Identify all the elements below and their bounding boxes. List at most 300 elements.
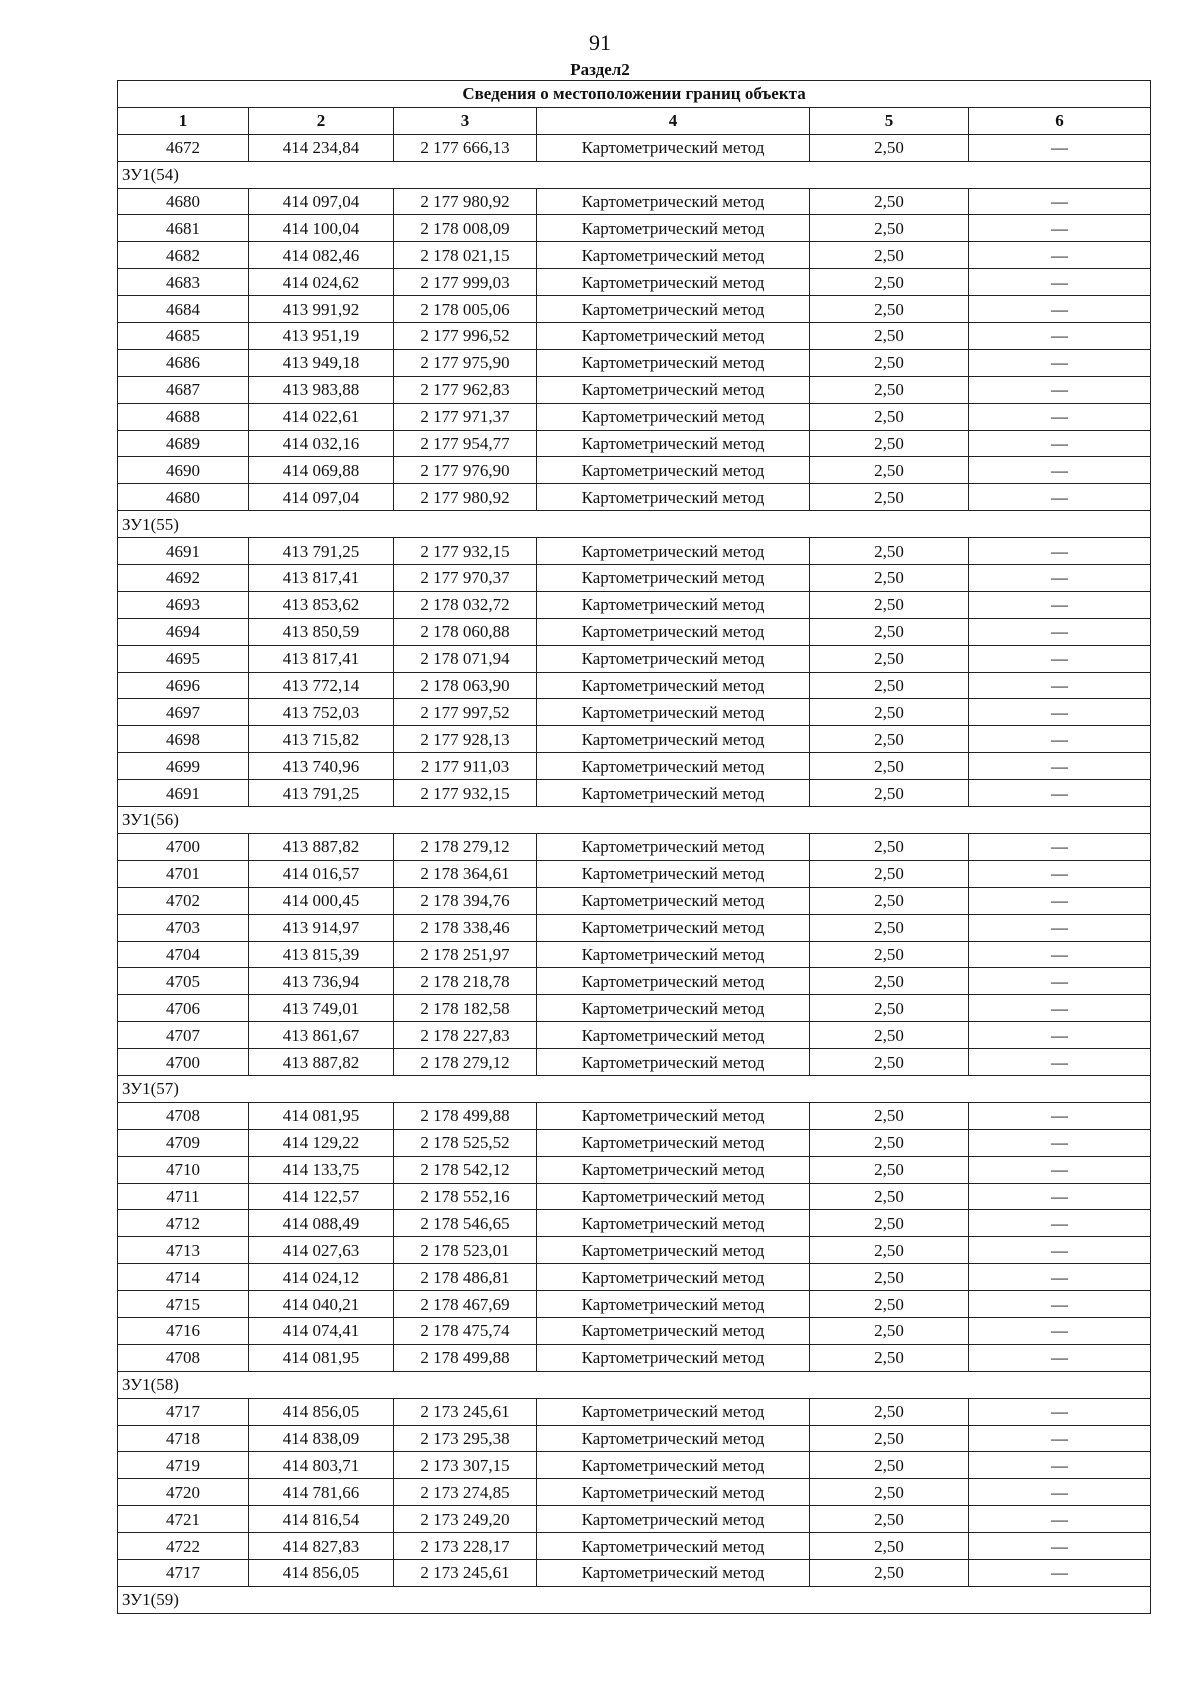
coordinate-x: 413 817,41 [249,645,394,672]
accuracy: 2,50 [810,1291,969,1318]
note: — [969,269,1151,296]
parcel-group-label: ЗУ1(56) [118,807,1151,834]
method: Картометрический метод [537,672,810,699]
note: — [969,1264,1151,1291]
coordinate-x: 414 074,41 [249,1317,394,1344]
coordinate-x: 413 715,82 [249,726,394,753]
table-row [118,1129,1151,1156]
coordinate-x: 414 234,84 [249,134,394,161]
coordinate-y: 2 178 251,97 [394,941,537,968]
accuracy: 2,50 [810,1533,969,1560]
coordinate-x: 414 803,71 [249,1452,394,1479]
note: — [969,887,1151,914]
coordinate-y: 2 178 005,06 [394,296,537,323]
coordinate-y: 2 178 525,52 [394,1129,537,1156]
point-number: 4710 [118,1156,249,1183]
group-row [118,1371,1151,1398]
table-row [118,914,1151,941]
table-row [118,1506,1151,1533]
point-number: 4688 [118,403,249,430]
accuracy: 2,50 [810,1049,969,1076]
coordinate-x: 414 088,49 [249,1210,394,1237]
coordinate-y: 2 177 932,15 [394,538,537,565]
coordinate-y: 2 177 928,13 [394,726,537,753]
coordinate-x: 414 827,83 [249,1533,394,1560]
accuracy: 2,50 [810,565,969,592]
table-row [118,269,1151,296]
table-row [118,1022,1151,1049]
accuracy: 2,50 [810,376,969,403]
accuracy: 2,50 [810,699,969,726]
note: — [969,780,1151,807]
accuracy: 2,50 [810,726,969,753]
note: — [969,1425,1151,1452]
table-row [118,242,1151,269]
note: — [969,134,1151,161]
accuracy: 2,50 [810,1022,969,1049]
note: — [969,457,1151,484]
method: Картометрический метод [537,269,810,296]
coordinate-x: 414 081,95 [249,1102,394,1129]
accuracy: 2,50 [810,349,969,376]
note: — [969,1452,1151,1479]
method: Картометрический метод [537,645,810,672]
point-number: 4693 [118,591,249,618]
accuracy: 2,50 [810,323,969,350]
coordinate-x: 414 081,95 [249,1344,394,1371]
point-number: 4698 [118,726,249,753]
point-number: 4694 [118,618,249,645]
column-number: 4 [537,107,810,134]
boundary-coordinates-table [117,80,1151,1614]
note: — [969,538,1151,565]
table-row [118,430,1151,457]
table-row [118,376,1151,403]
method: Картометрический метод [537,1533,810,1560]
point-number: 4700 [118,833,249,860]
accuracy: 2,50 [810,296,969,323]
coordinate-x: 413 853,62 [249,591,394,618]
coordinate-y: 2 178 364,61 [394,860,537,887]
coordinate-x: 413 736,94 [249,968,394,995]
point-number: 4719 [118,1452,249,1479]
table-row [118,296,1151,323]
coordinate-y: 2 177 980,92 [394,188,537,215]
accuracy: 2,50 [810,941,969,968]
group-row [118,1586,1151,1613]
accuracy: 2,50 [810,618,969,645]
coordinate-x: 414 040,21 [249,1291,394,1318]
accuracy: 2,50 [810,484,969,511]
accuracy: 2,50 [810,403,969,430]
coordinate-y: 2 178 338,46 [394,914,537,941]
coordinate-y: 2 178 279,12 [394,1049,537,1076]
note: — [969,1129,1151,1156]
accuracy: 2,50 [810,1210,969,1237]
note: — [969,726,1151,753]
coordinate-y: 2 173 245,61 [394,1398,537,1425]
point-number: 4722 [118,1533,249,1560]
coordinate-y: 2 178 394,76 [394,887,537,914]
coordinate-x: 414 781,66 [249,1479,394,1506]
coordinate-x: 414 100,04 [249,215,394,242]
accuracy: 2,50 [810,995,969,1022]
coordinate-x: 413 850,59 [249,618,394,645]
column-number: 3 [394,107,537,134]
method: Картометрический метод [537,780,810,807]
coordinate-x: 414 838,09 [249,1425,394,1452]
coordinate-x: 414 097,04 [249,484,394,511]
table-row [118,349,1151,376]
coordinate-y: 2 177 666,13 [394,134,537,161]
coordinate-y: 2 177 970,37 [394,565,537,592]
parcel-group-label: ЗУ1(59) [118,1586,1151,1613]
coordinate-y: 2 177 999,03 [394,269,537,296]
point-number: 4680 [118,484,249,511]
coordinate-x: 414 032,16 [249,430,394,457]
accuracy: 2,50 [810,780,969,807]
table-row [118,1156,1151,1183]
note: — [969,1183,1151,1210]
point-number: 4689 [118,430,249,457]
table-body [118,134,1151,1613]
point-number: 4715 [118,1291,249,1318]
table-row [118,780,1151,807]
coordinate-y: 2 173 249,20 [394,1506,537,1533]
note: — [969,645,1151,672]
point-number: 4685 [118,323,249,350]
point-number: 4705 [118,968,249,995]
table-row [118,565,1151,592]
method: Картометрический метод [537,1156,810,1183]
accuracy: 2,50 [810,242,969,269]
coordinate-y: 2 178 218,78 [394,968,537,995]
parcel-group-label: ЗУ1(55) [118,511,1151,538]
method: Картометрический метод [537,914,810,941]
method: Картометрический метод [537,968,810,995]
point-number: 4718 [118,1425,249,1452]
group-row [118,1075,1151,1102]
table-row [118,1264,1151,1291]
accuracy: 2,50 [810,215,969,242]
note: — [969,1291,1151,1318]
point-number: 4709 [118,1129,249,1156]
method: Картометрический метод [537,565,810,592]
note: — [969,1237,1151,1264]
table-row [118,1291,1151,1318]
table-row [118,699,1151,726]
method: Картометрический метод [537,323,810,350]
parcel-group-label: ЗУ1(58) [118,1371,1151,1398]
note: — [969,1156,1151,1183]
group-row [118,161,1151,188]
note: — [969,672,1151,699]
accuracy: 2,50 [810,1344,969,1371]
accuracy: 2,50 [810,1183,969,1210]
point-number: 4717 [118,1559,249,1586]
point-number: 4707 [118,1022,249,1049]
coordinate-y: 2 178 542,12 [394,1156,537,1183]
point-number: 4684 [118,296,249,323]
note: — [969,1317,1151,1344]
note: — [969,968,1151,995]
accuracy: 2,50 [810,188,969,215]
accuracy: 2,50 [810,1102,969,1129]
note: — [969,1344,1151,1371]
table-row [118,995,1151,1022]
group-row [118,807,1151,834]
table-row [118,1425,1151,1452]
point-number: 4696 [118,672,249,699]
coordinate-x: 413 749,01 [249,995,394,1022]
note: — [969,1398,1151,1425]
method: Картометрический метод [537,1506,810,1533]
coordinate-x: 413 817,41 [249,565,394,592]
table-row [118,1479,1151,1506]
point-number: 4717 [118,1398,249,1425]
coordinate-x: 413 791,25 [249,780,394,807]
group-row [118,511,1151,538]
accuracy: 2,50 [810,1264,969,1291]
method: Картометрический метод [537,538,810,565]
table-row [118,645,1151,672]
table-row [118,1183,1151,1210]
method: Картометрический метод [537,1102,810,1129]
method: Картометрический метод [537,430,810,457]
point-number: 4692 [118,565,249,592]
note: — [969,188,1151,215]
table-row [118,215,1151,242]
coordinate-y: 2 178 552,16 [394,1183,537,1210]
method: Картометрический метод [537,1264,810,1291]
table-row [118,1559,1151,1586]
column-number: 2 [249,107,394,134]
coordinate-y: 2 173 274,85 [394,1479,537,1506]
table-row [118,457,1151,484]
table-row [118,672,1151,699]
note: — [969,349,1151,376]
coordinate-x: 413 991,92 [249,296,394,323]
table-row [118,591,1151,618]
note: — [969,618,1151,645]
coordinate-y: 2 178 486,81 [394,1264,537,1291]
note: — [969,403,1151,430]
parcel-group-label: ЗУ1(57) [118,1075,1151,1102]
parcel-group-label: ЗУ1(54) [118,161,1151,188]
table-row [118,538,1151,565]
column-number: 5 [810,107,969,134]
accuracy: 2,50 [810,430,969,457]
coordinate-y: 2 177 980,92 [394,484,537,511]
method: Картометрический метод [537,215,810,242]
method: Картометрический метод [537,1398,810,1425]
note: — [969,753,1151,780]
method: Картометрический метод [537,1022,810,1049]
note: — [969,484,1151,511]
note: — [969,1049,1151,1076]
table-row [118,1452,1151,1479]
method: Картометрический метод [537,726,810,753]
accuracy: 2,50 [810,1398,969,1425]
coordinate-y: 2 177 997,52 [394,699,537,726]
coordinate-y: 2 177 976,90 [394,457,537,484]
table-row [118,403,1151,430]
accuracy: 2,50 [810,860,969,887]
coordinate-y: 2 178 182,58 [394,995,537,1022]
table-row [118,968,1151,995]
coordinate-x: 414 016,57 [249,860,394,887]
point-number: 4691 [118,780,249,807]
coordinate-x: 414 856,05 [249,1398,394,1425]
point-number: 4714 [118,1264,249,1291]
method: Картометрический метод [537,860,810,887]
point-number: 4680 [118,188,249,215]
accuracy: 2,50 [810,968,969,995]
point-number: 4708 [118,1102,249,1129]
table-row [118,1317,1151,1344]
coordinate-x: 413 815,39 [249,941,394,968]
note: — [969,430,1151,457]
coordinate-y: 2 178 063,90 [394,672,537,699]
accuracy: 2,50 [810,887,969,914]
note: — [969,591,1151,618]
method: Картометрический метод [537,1425,810,1452]
table-row [118,833,1151,860]
method: Картометрический метод [537,1049,810,1076]
section-label: Раздел2 [570,60,630,79]
note: — [969,242,1151,269]
accuracy: 2,50 [810,1559,969,1586]
point-number: 4697 [118,699,249,726]
point-number: 4686 [118,349,249,376]
coordinate-x: 414 816,54 [249,1506,394,1533]
method: Картометрический метод [537,376,810,403]
point-number: 4687 [118,376,249,403]
coordinate-x: 413 949,18 [249,349,394,376]
method: Картометрический метод [537,242,810,269]
note: — [969,296,1151,323]
table-title: Сведения о местоположении границ объекта [118,81,1151,108]
note: — [969,833,1151,860]
accuracy: 2,50 [810,457,969,484]
accuracy: 2,50 [810,914,969,941]
point-number: 4704 [118,941,249,968]
table-row [118,1344,1151,1371]
coordinate-x: 414 133,75 [249,1156,394,1183]
method: Картометрический метод [537,1183,810,1210]
method: Картометрический метод [537,134,810,161]
coordinate-y: 2 177 996,52 [394,323,537,350]
point-number: 4672 [118,134,249,161]
note: — [969,376,1151,403]
point-number: 4691 [118,538,249,565]
note: — [969,1022,1151,1049]
accuracy: 2,50 [810,672,969,699]
table-row [118,1102,1151,1129]
table-row [118,484,1151,511]
accuracy: 2,50 [810,1506,969,1533]
method: Картометрический метод [537,1210,810,1237]
coordinate-x: 414 082,46 [249,242,394,269]
coordinate-y: 2 178 546,65 [394,1210,537,1237]
note: — [969,565,1151,592]
method: Картометрический метод [537,1291,810,1318]
coordinate-x: 414 129,22 [249,1129,394,1156]
point-number: 4716 [118,1317,249,1344]
page-number: 91 [589,30,611,55]
note: — [969,1506,1151,1533]
note: — [969,215,1151,242]
accuracy: 2,50 [810,1156,969,1183]
accuracy: 2,50 [810,134,969,161]
point-number: 4700 [118,1049,249,1076]
coordinate-x: 413 772,14 [249,672,394,699]
point-number: 4702 [118,887,249,914]
table-row [118,618,1151,645]
coordinate-x: 413 983,88 [249,376,394,403]
coordinate-y: 2 178 021,15 [394,242,537,269]
coordinate-x: 414 027,63 [249,1237,394,1264]
point-number: 4703 [118,914,249,941]
method: Картометрический метод [537,941,810,968]
coordinate-x: 413 951,19 [249,323,394,350]
method: Картометрический метод [537,484,810,511]
coordinate-y: 2 178 227,83 [394,1022,537,1049]
coordinate-y: 2 173 245,61 [394,1559,537,1586]
table-title-row [118,81,1151,108]
coordinate-y: 2 177 932,15 [394,780,537,807]
method: Картометрический метод [537,1479,810,1506]
point-number: 4682 [118,242,249,269]
coordinate-y: 2 178 499,88 [394,1102,537,1129]
coordinate-x: 413 791,25 [249,538,394,565]
column-number-row [118,107,1151,134]
coordinate-x: 413 887,82 [249,1049,394,1076]
point-number: 4712 [118,1210,249,1237]
accuracy: 2,50 [810,833,969,860]
method: Картометрический метод [537,188,810,215]
coordinate-y: 2 178 475,74 [394,1317,537,1344]
column-number: 1 [118,107,249,134]
table-row [118,1049,1151,1076]
point-number: 4681 [118,215,249,242]
point-number: 4683 [118,269,249,296]
note: — [969,860,1151,887]
table-row [118,1210,1151,1237]
note: — [969,1559,1151,1586]
table-row [118,941,1151,968]
method: Картометрический метод [537,296,810,323]
point-number: 4713 [118,1237,249,1264]
method: Картометрический метод [537,591,810,618]
table-row [118,753,1151,780]
method: Картометрический метод [537,349,810,376]
note: — [969,914,1151,941]
note: — [969,1479,1151,1506]
accuracy: 2,50 [810,1129,969,1156]
coordinate-y: 2 178 499,88 [394,1344,537,1371]
coordinate-x: 413 861,67 [249,1022,394,1049]
note: — [969,1533,1151,1560]
table-row [118,1533,1151,1560]
table-row [118,887,1151,914]
coordinate-y: 2 177 911,03 [394,753,537,780]
accuracy: 2,50 [810,1452,969,1479]
point-number: 4706 [118,995,249,1022]
coordinate-y: 2 178 060,88 [394,618,537,645]
table-row [118,134,1151,161]
accuracy: 2,50 [810,753,969,780]
